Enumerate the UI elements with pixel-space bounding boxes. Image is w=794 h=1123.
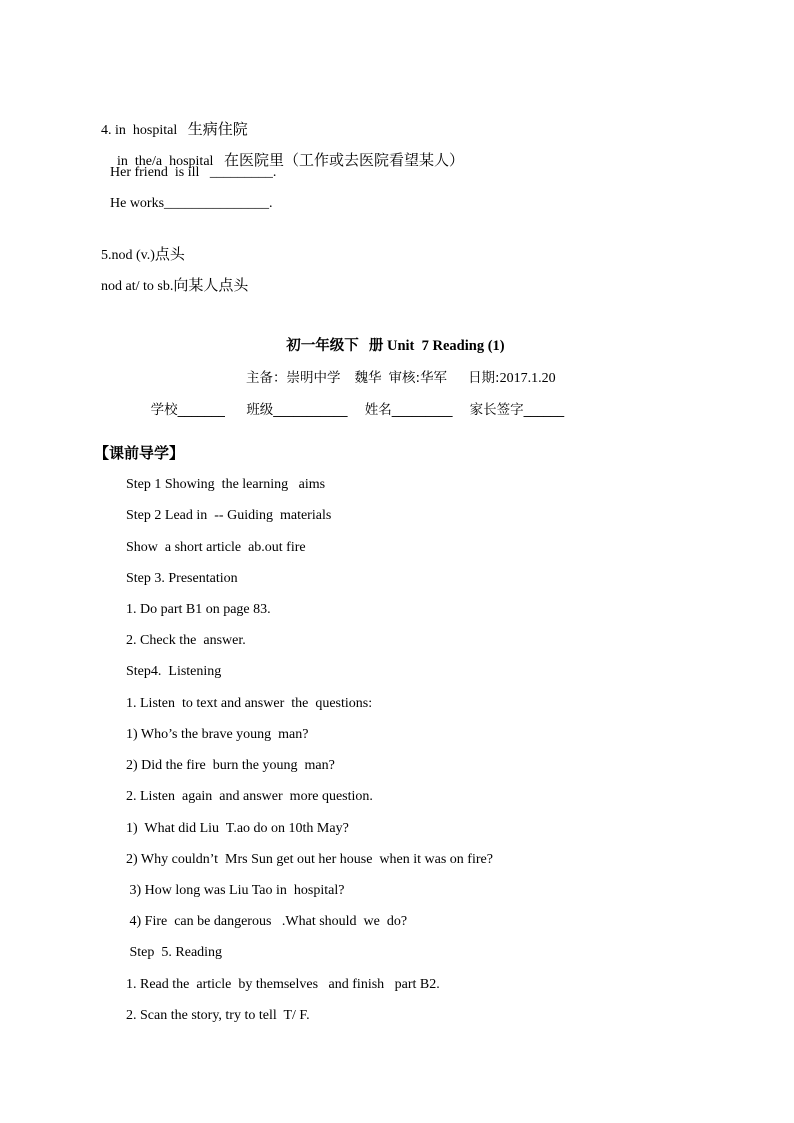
page-title <box>279 319 505 355</box>
list-item: 2. Scan the story, try to tell T/ F. <box>126 1008 310 1023</box>
parent-signature-field: 家长签字______ <box>469 402 565 418</box>
list-item: 1) What did Liu T.ao do on 10th May? <box>126 821 349 836</box>
byline-author: 魏华 <box>354 370 382 386</box>
list-item: Step 1 Showing the learning aims <box>126 477 326 492</box>
list-item: Step 5. Reading <box>126 945 223 960</box>
section-heading: 【课前导学】 <box>94 444 185 462</box>
byline-school: 崇明中学 <box>286 370 341 386</box>
byline-zhubei-label: 主备： <box>246 370 287 386</box>
list-item: Step4. Listening <box>126 664 222 679</box>
list-item: 3) How long was Liu Tao in hospital? <box>126 883 345 898</box>
vocab-example-1: Her friend is ill _________. <box>110 165 277 180</box>
list-item: 2. Check the answer. <box>126 633 246 648</box>
list-item: 1. Listen to text and answer the questions: <box>126 696 373 711</box>
vocab-item-4b-meaning: 在医院里（工作或去医院看望某人） <box>223 151 464 169</box>
list-item: 2) Did the fire burn the young man? <box>126 758 335 773</box>
byline-date-label: 日期: <box>468 370 500 386</box>
list-item: Step 2 Lead in -- Guiding materials <box>126 508 332 523</box>
byline-shenhe-label: 审核: <box>388 370 421 386</box>
vocab-item-5-phrase: 5.nod (v.) <box>101 248 155 263</box>
class-field: 班级___________ <box>246 402 348 418</box>
vocab-item-4-phrase: 4. in hospital <box>101 123 178 138</box>
vocab-item-5b-phrase: nod at/ to sb. <box>101 279 174 294</box>
form-fields <box>142 383 564 419</box>
vocab-item-4-meaning: 生病住院 <box>187 120 248 138</box>
list-item: 1. Read the article by themselves and finish part B2. <box>126 977 440 992</box>
list-item: 1. Do part B1 on page 83. <box>126 602 271 617</box>
list-item: Show a short article ab.out fire <box>126 540 306 555</box>
byline-date: 2017.1.20 <box>499 371 556 386</box>
page-title-en: Unit 7 Reading (1) <box>386 338 505 354</box>
vocab-item-5-meaning: 点头 <box>154 245 185 263</box>
name-field: 姓名_________ <box>364 402 453 418</box>
list-item: 4) Fire can be dangerous .What should we do? <box>126 914 408 929</box>
school-field: 学校_______ <box>150 402 225 418</box>
byline-reviewer: 华军 <box>420 370 448 386</box>
page-title-cn: 初一年级下 册 <box>286 338 384 354</box>
list-item: 1) Who’s the brave young man? <box>126 727 309 742</box>
vocab-example-2: He works_______________. <box>110 196 273 211</box>
list-item: 2. Listen again and answer more question. <box>126 789 373 804</box>
vocab-item-5b <box>94 258 248 296</box>
vocab-item-4b-phrase: in the/a hospital <box>117 154 214 169</box>
list-item: Step 3. Presentation <box>126 571 238 586</box>
list-item: 2) Why couldn’t Mrs Sun get out her house when it was on fire? <box>126 852 493 867</box>
vocab-item-5b-meaning: 向某人点头 <box>173 276 249 294</box>
